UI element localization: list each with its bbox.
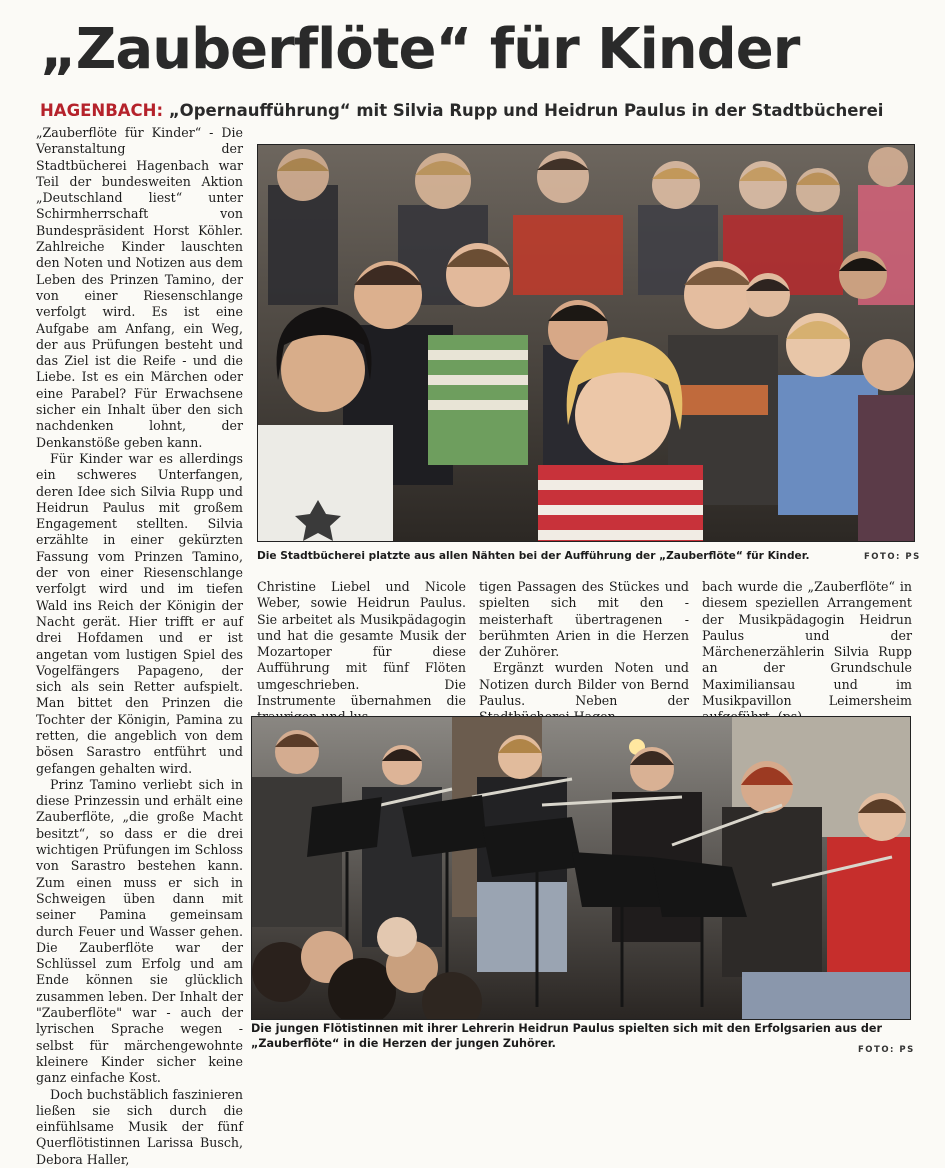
paragraph: Doch buchstäblich faszinieren ließen sie sich durch die einfühlsame Musik der fünf Querflötistinnen Larissa Busch, Debora Haller, [36, 1086, 243, 1167]
subheadline [40, 101, 920, 120]
article-column-4 [702, 579, 912, 726]
photo1-credit: FOTO: PS [864, 552, 921, 562]
paragraph: tigen Passagen des Stückes und spielten sich mit den - meisterhaft übertragenen - berühmten Arien in die Herzen der Zuhörer. [479, 579, 689, 660]
paragraph: Ergänzt wurden Noten und Notizen durch Bilder von Bernd Paulus. Neben der [479, 660, 689, 709]
subheadline-place: HAGENBACH: [40, 101, 164, 120]
paragraph: Für Kinder war es allerdings ein schweres Unterfangen, deren Idee sich Silvia Rupp und Heidrun Paulus mit großem Engagement stellten. Silvia erzählte in einer gekürzten Fassung vom Prinzen Tamino, der von einer Riesenschlange verfolgt wird und im tiefen Wald ins Reich der Königin der Nacht gerät. Hier trifft er auf drei Hofdamen und er ist angetan vom lustigen Spiel des Vogelfängers Papageno, der sich als sein Retter aufspielt. Man bittet den Prinzen die Tochter der Königin, Pamina zu retten, die angeblich von dem bösen Sarastro entführt und gefangen gehalten wird. [36, 450, 243, 776]
article-column-1 [36, 125, 243, 1167]
paragraph: bach wurde die „Zauberflöte“ in diesem speziellen Arrangement der Musikpädagogin Heidrun Paulus und der Märchenerzählerin Silvia Rupp an der Grundschule Maximiliansau und im Musikpavillon Leimersheim [702, 579, 912, 709]
photo-flute-players [251, 716, 911, 1020]
article-column-2 [257, 579, 466, 726]
subheadline-text: „Opernaufführung“ mit Silvia Rupp und Heidrun Paulus in der Stadtbücherei [163, 101, 884, 120]
photo1-caption: Die Stadtbücherei platzte aus allen Nähten bei der Aufführung der „Zauberflöte“ für Kinder. [257, 550, 810, 562]
article-column-3 [479, 579, 689, 726]
headline: „Zauberflöte“ für Kinder [40, 17, 800, 82]
photo-children-audience [257, 144, 915, 542]
photo2-caption: Die jungen Flötistinnen mit ihrer Lehrerin Heidrun Paulus spielten sich mit den Erfolgsarien aus der „Zauberflöte“ in die Herzen der jungen Zuhörer. [251, 1022, 882, 1050]
paragraph: Prinz Tamino verliebt sich in diese Prinzessin und erhält eine Zauberflöte, „die große Macht besitzt“, so dass er die drei wichtigen Prüfungen im Schloss von Sarastro bestehen kann. Zum einen muss er sich in Schweigen üben dann mit seiner Pamina gemeinsam durch Feuer und Wasser gehen. Die Zauberflöte war der Schlüssel zum Erfolg und am Ende können sie glücklich zusammen leben. Der Inhalt der "Zauberflöte" war - auch der lyrischen Sprache wegen - selbst für märchengewohnte kleinere Kinder sicher keine ganz einfache Kost. [36, 776, 243, 1086]
paragraph: „Zauberflöte für Kinder“ - Die Veranstaltung der Stadtbücherei Hagenbach war Teil der bundesweiten Aktion „Deutschland liest“ unter Schirmherrschaft von Bundespräsident Horst Köhler. Zahlreiche Kinder lauschten den Noten und Notizen aus dem Leben des Prinzen Tamino, der von einer Riesenschlange verfolgt wird. Es ist eine Aufgabe am Anfang, ein Weg, der aus Prüfungen besteht und das Ziel ist die Reife - und die Liebe. Ist es ein Märchen oder eine Parabel? Für Erwachsene sicher ein Inhalt über den sich nachdenken lohnt, der Denkanstöße geben kann. [36, 125, 243, 450]
paragraph: Christine Liebel und Nicole Weber, sowie Heidrun Paulus. Sie arbeitet als Musikpädagogin und hat die gesamte Musik der Mozartoper für diese Aufführung mit fünf Flöten umgeschrieben. Die Instrumente übernahmen die [257, 579, 466, 709]
photo2-credit: FOTO: PS [858, 1045, 915, 1055]
